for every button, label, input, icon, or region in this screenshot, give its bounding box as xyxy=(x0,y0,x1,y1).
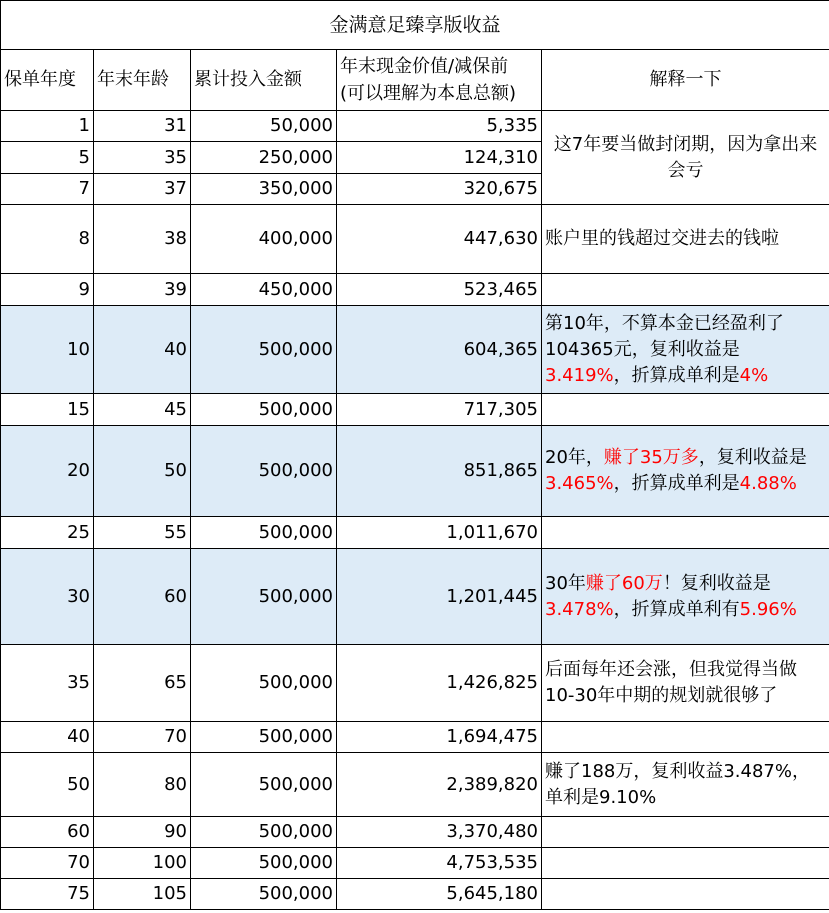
note-empty xyxy=(542,274,829,306)
cell-age: 55 xyxy=(94,517,191,549)
table-row xyxy=(1,848,829,879)
table-row xyxy=(1,817,829,848)
note-year-50: 赚了188万，复利收益3.487%，单利是9.10% xyxy=(542,753,829,817)
cell-cash: 2,389,820 xyxy=(337,753,542,817)
cell-age: 80 xyxy=(94,753,191,817)
table-row xyxy=(1,274,829,306)
cell-age: 38 xyxy=(94,205,191,274)
cell-invest: 500,000 xyxy=(191,722,337,753)
note-empty xyxy=(542,722,829,753)
cell-age: 105 xyxy=(94,879,191,910)
cell-age: 100 xyxy=(94,848,191,879)
note-text: 20年， xyxy=(545,447,604,468)
cell-invest: 500,000 xyxy=(191,517,337,549)
header-cash-value-line1: 年末现金价值/减保前 xyxy=(340,56,509,77)
table-row xyxy=(1,722,829,753)
cell-year: 20 xyxy=(1,426,94,517)
cell-cash: 124,310 xyxy=(337,142,542,174)
cell-age: 31 xyxy=(94,111,191,142)
cell-invest: 500,000 xyxy=(191,753,337,817)
cell-age: 35 xyxy=(94,142,191,174)
table-row xyxy=(1,879,829,910)
note-highlight: 4% xyxy=(739,364,769,386)
cell-cash: 320,675 xyxy=(337,174,542,205)
cell-year: 50 xyxy=(1,753,94,817)
cell-year: 60 xyxy=(1,817,94,848)
cell-year: 70 xyxy=(1,848,94,879)
note-empty xyxy=(542,848,829,879)
header-policy-year: 保单年度 xyxy=(1,50,94,111)
note-highlight: 4.88% xyxy=(739,473,797,494)
cell-age: 45 xyxy=(94,394,191,426)
note-highlight: 3.419% xyxy=(545,364,614,386)
cell-year: 35 xyxy=(1,645,94,722)
cell-invest: 500,000 xyxy=(191,879,337,910)
cell-cash: 5,645,180 xyxy=(337,879,542,910)
note-breakeven: 账户里的钱超过交进去的钱啦 xyxy=(542,205,829,274)
cell-year: 30 xyxy=(1,549,94,645)
note-year-10 xyxy=(542,306,829,394)
note-empty xyxy=(542,879,829,910)
cell-age: 39 xyxy=(94,274,191,306)
cell-invest: 500,000 xyxy=(191,394,337,426)
cell-year: 10 xyxy=(1,306,94,394)
cell-cash: 5,335 xyxy=(337,111,542,142)
cell-year: 7 xyxy=(1,174,94,205)
note-empty xyxy=(542,817,829,848)
note-mid-term: 后面每年还会涨，但我觉得当做10-30年中期的规划就很够了 xyxy=(542,645,829,722)
note-text: 30年 xyxy=(545,572,586,594)
cell-year: 40 xyxy=(1,722,94,753)
cell-invest: 350,000 xyxy=(191,174,337,205)
cell-cash: 523,465 xyxy=(337,274,542,306)
note-text: ！复利收益是 xyxy=(662,572,771,594)
note-text: ，复利收益是 xyxy=(698,447,807,468)
cell-year: 9 xyxy=(1,274,94,306)
table-row xyxy=(1,517,829,549)
note-text: 第10年，不算本金已经盈利了104365元，复利收益是 xyxy=(545,312,784,360)
cell-year: 75 xyxy=(1,879,94,910)
note-highlight: 3.478% xyxy=(545,598,614,620)
note-text: ，折算成单利是 xyxy=(613,364,740,386)
note-text: ，折算成单利是 xyxy=(613,473,740,494)
cell-year: 8 xyxy=(1,205,94,274)
note-text: ，折算成单利有 xyxy=(613,598,740,620)
table-row-highlight xyxy=(1,306,829,394)
cell-age: 50 xyxy=(94,426,191,517)
cell-cash: 604,365 xyxy=(337,306,542,394)
cell-cash: 1,011,670 xyxy=(337,517,542,549)
header-cash-value xyxy=(337,50,542,111)
note-highlight: 赚了60万 xyxy=(585,572,663,594)
header-cash-value-line2: (可以理解为本息总额) xyxy=(340,83,517,104)
cell-age: 60 xyxy=(94,549,191,645)
header-age: 年末年龄 xyxy=(94,50,191,111)
note-highlight: 赚了35万多 xyxy=(603,447,699,468)
cell-year: 5 xyxy=(1,142,94,174)
cell-year: 1 xyxy=(1,111,94,142)
cell-invest: 500,000 xyxy=(191,645,337,722)
cell-invest: 250,000 xyxy=(191,142,337,174)
cell-age: 90 xyxy=(94,817,191,848)
cell-year: 15 xyxy=(1,394,94,426)
header-explanation: 解释一下 xyxy=(542,50,829,111)
cell-invest: 500,000 xyxy=(191,817,337,848)
cell-invest: 450,000 xyxy=(191,274,337,306)
cell-year: 25 xyxy=(1,517,94,549)
cell-invest: 500,000 xyxy=(191,426,337,517)
note-lock-period: 这7年要当做封闭期，因为拿出来会亏 xyxy=(542,111,829,205)
cell-cash: 1,426,825 xyxy=(337,645,542,722)
note-highlight: 5.96% xyxy=(739,598,797,620)
cell-cash: 1,694,475 xyxy=(337,722,542,753)
cell-invest: 500,000 xyxy=(191,549,337,645)
cell-invest: 500,000 xyxy=(191,848,337,879)
table-row xyxy=(1,111,829,142)
table-row-highlight xyxy=(1,549,829,645)
note-highlight: 3.465% xyxy=(545,473,614,494)
cell-cash: 4,753,535 xyxy=(337,848,542,879)
note-empty xyxy=(542,517,829,549)
note-empty xyxy=(542,394,829,426)
cell-cash: 447,630 xyxy=(337,205,542,274)
table-row-highlight xyxy=(1,426,829,517)
table-row xyxy=(1,205,829,274)
cell-age: 40 xyxy=(94,306,191,394)
table-row xyxy=(1,394,829,426)
cell-invest: 500,000 xyxy=(191,306,337,394)
table-row xyxy=(1,753,829,817)
header-cumulative-investment: 累计投入金额 xyxy=(191,50,337,111)
table-row xyxy=(1,645,829,722)
cell-invest: 400,000 xyxy=(191,205,337,274)
cell-cash: 1,201,445 xyxy=(337,549,542,645)
note-year-30 xyxy=(542,549,829,645)
cell-cash: 851,865 xyxy=(337,426,542,517)
cell-invest: 50,000 xyxy=(191,111,337,142)
table-title: 金满意足臻享版收益 xyxy=(1,1,829,50)
cell-age: 65 xyxy=(94,645,191,722)
cell-cash: 717,305 xyxy=(337,394,542,426)
cell-cash: 3,370,480 xyxy=(337,817,542,848)
cell-age: 37 xyxy=(94,174,191,205)
cell-age: 70 xyxy=(94,722,191,753)
note-year-20 xyxy=(542,426,829,517)
